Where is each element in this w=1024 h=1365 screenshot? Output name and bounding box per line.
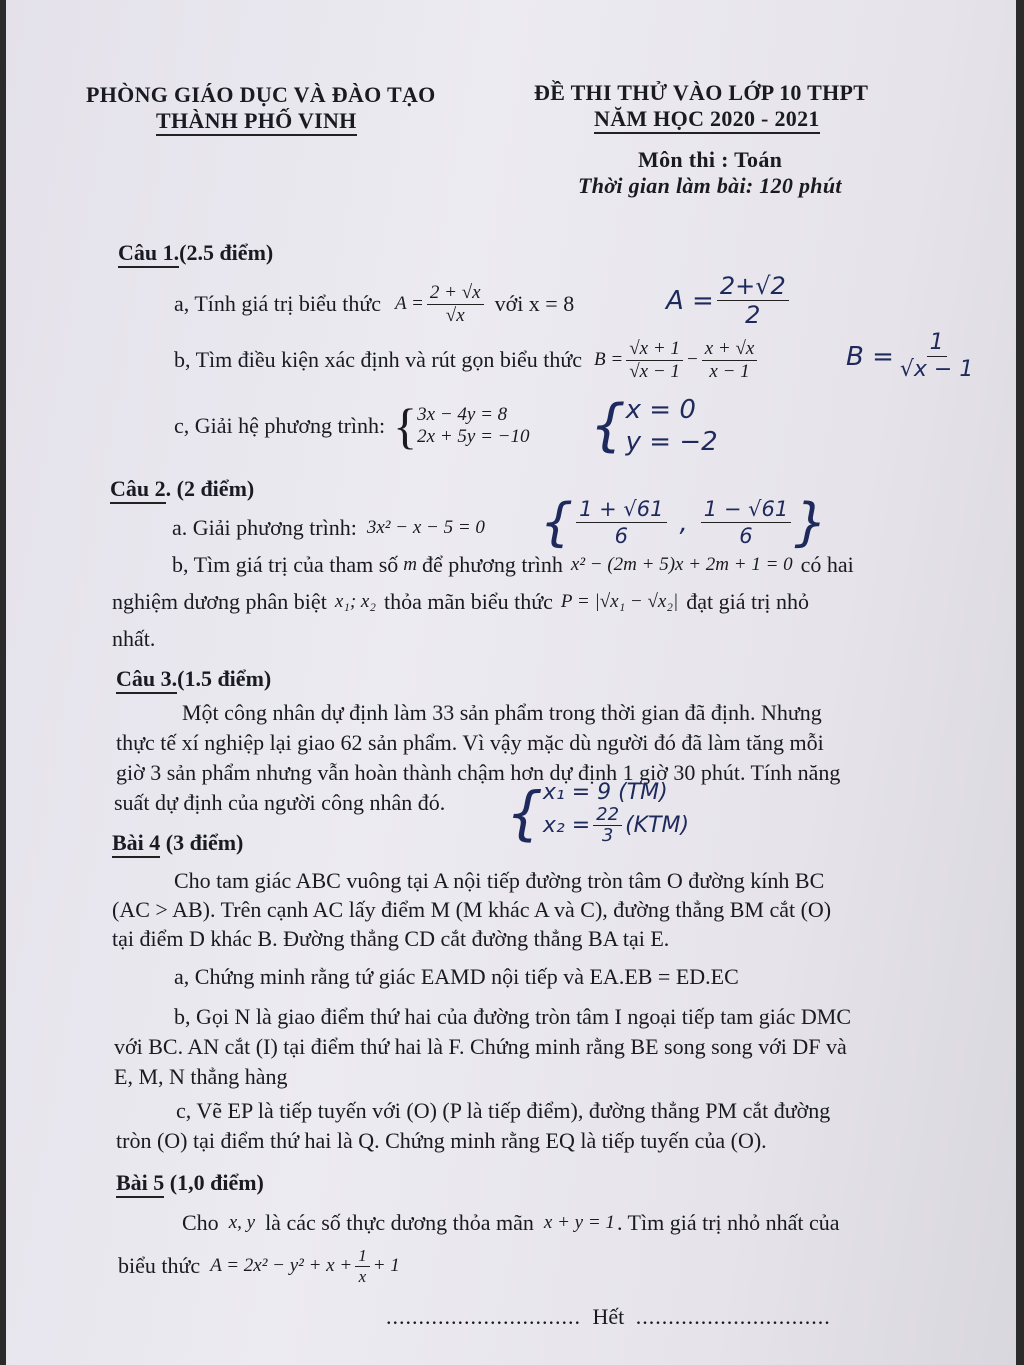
q4-title: Bài 4 bbox=[112, 830, 160, 858]
q2-a-hw-den1: 6 bbox=[614, 524, 628, 548]
q1-b-text: b, Tìm điều kiện xác định và rút gọn biểu thức bbox=[174, 347, 583, 372]
q1-b-lhs: B = bbox=[594, 349, 624, 370]
q4-intro3: tại điểm D khác B. Đường thẳng CD cắt đường thẳng BA tại E. bbox=[112, 926, 670, 951]
header-school-year-text: NĂM HỌC 2020 - 2021 bbox=[594, 106, 820, 134]
q2-b-l1-m: m bbox=[403, 554, 418, 575]
q1-a-hw-den: 2 bbox=[745, 301, 761, 329]
q2-a-hw-num2: 1 − √61 bbox=[701, 496, 791, 523]
q1-c-hw-system bbox=[626, 394, 718, 458]
q1-c-eq1: 3x − 4y = 8 bbox=[417, 404, 508, 425]
q1-a-num: 2 + √x bbox=[427, 282, 484, 305]
q4-heading bbox=[112, 830, 243, 856]
q5-l2-num: 1 bbox=[355, 1246, 370, 1267]
q2-a-hw-fraction1 bbox=[576, 496, 666, 549]
q5-l1-b: là các số thực dương thỏa mãn bbox=[265, 1210, 534, 1235]
q1-b-minus: − bbox=[685, 349, 699, 370]
q1-b-den1: √x − 1 bbox=[629, 360, 680, 382]
q2-a-hw-brace-close-icon: } bbox=[794, 492, 828, 553]
q1-a-hw-num: 2+√2 bbox=[717, 272, 789, 301]
q1-b-den2: x − 1 bbox=[709, 360, 750, 382]
q2-b-l2-a: nghiệm dương phân biệt bbox=[112, 589, 327, 614]
q2-a-hw-num1: 1 + √61 bbox=[576, 496, 666, 523]
q5-line2 bbox=[118, 1240, 400, 1292]
q1-c-hw1: x = 0 bbox=[625, 395, 696, 425]
q5-l2-fraction bbox=[355, 1246, 370, 1287]
exam-paper bbox=[6, 0, 1016, 1365]
q4-points: (3 điểm) bbox=[160, 830, 244, 855]
q2-b-l1-c: có hai bbox=[800, 552, 854, 577]
q1-c-brace-icon: { bbox=[393, 398, 418, 454]
q5-l1-a: Cho bbox=[182, 1210, 219, 1235]
header-exam-title: ĐỀ THI THỬ VÀO LỚP 10 THPT bbox=[534, 80, 869, 105]
q1-c-eq2: 2x + 5y = −10 bbox=[417, 426, 530, 447]
q1-b-hw-num: 1 bbox=[927, 330, 947, 357]
q2-points: . (2 điểm) bbox=[165, 476, 255, 501]
q1-a-text: a, Tính giá trị biểu thức bbox=[174, 291, 382, 316]
q2-a-equation: 3x² − x − 5 = 0 bbox=[366, 517, 485, 538]
q2-b-l2-expr: P = |√x₁ − √x₂| bbox=[560, 591, 679, 612]
q5-l2-lhs: A = 2x² − y² + x + bbox=[210, 1255, 353, 1276]
q3-handwritten-answer bbox=[506, 780, 689, 846]
q2-b-l2-c: đạt giá trị nhỏ bbox=[686, 589, 810, 614]
q4-b1: b, Gọi N là giao điểm thứ hai của đường tròn tâm I ngoại tiếp tam giác DMC bbox=[174, 1004, 852, 1029]
q2-a-text: a. Giải phương trình: bbox=[172, 515, 357, 540]
header-department: PHÒNG GIÁO DỤC VÀ ĐÀO TẠO bbox=[86, 82, 436, 107]
q5-points: (1,0 điểm) bbox=[164, 1170, 264, 1195]
q2-title: Câu 2 bbox=[110, 476, 166, 504]
footer-end: Hết bbox=[592, 1304, 625, 1329]
q1-b-num2: x + √x bbox=[702, 338, 758, 361]
header-city-text: THÀNH PHỐ VINH bbox=[156, 108, 357, 136]
q5-line1 bbox=[182, 1206, 840, 1240]
q1-title: Câu 1. bbox=[118, 240, 179, 268]
q1-heading bbox=[118, 240, 273, 266]
q2-b-l1-a: b, Tìm giá trị của tham số bbox=[172, 552, 399, 577]
q1-a-lhs: A = bbox=[395, 293, 424, 314]
footer-dots-right: .............................. bbox=[635, 1304, 831, 1329]
q4-b3: E, M, N thẳng hàng bbox=[114, 1064, 288, 1089]
q1-b-hw-fraction bbox=[897, 330, 976, 383]
q1-a-handwritten-answer bbox=[666, 272, 792, 329]
q4-c1: c, Vẽ EP là tiếp tuyến với (O) (P là tiếp điểm), đường thẳng PM cắt đường bbox=[176, 1098, 831, 1123]
q1-a-fraction bbox=[427, 282, 484, 327]
q2-a-hw-brace-open-icon: { bbox=[540, 492, 574, 553]
q1-b-hw-lhs: B = bbox=[846, 341, 894, 372]
q1-a-condition: với x = 8 bbox=[494, 291, 575, 316]
q5-l1-vars: x, y bbox=[228, 1212, 256, 1233]
q5-l1-c: . Tìm giá trị nhỏ nhất của bbox=[616, 1210, 840, 1235]
q2-a-hw-den2: 6 bbox=[739, 524, 753, 548]
q3-heading bbox=[116, 666, 271, 692]
q3-hw-brace-icon: { bbox=[506, 779, 543, 847]
q1-b-fraction1 bbox=[626, 338, 683, 383]
q5-title: Bài 5 bbox=[116, 1170, 164, 1198]
q1-b-handwritten-answer bbox=[846, 330, 979, 383]
q3-hw2 bbox=[543, 805, 689, 846]
q1-a bbox=[174, 276, 574, 332]
q2-b-line1 bbox=[172, 548, 854, 582]
q3-hw2-num: 22 bbox=[593, 805, 622, 826]
q3-line2: thực tế xí nghiệp lại giao 62 sản phẩm. Vì vậy mặc dù người đó đã làm tăng mỗi bbox=[116, 730, 824, 755]
q2-b-line2 bbox=[112, 584, 809, 620]
q3-hw2-lhs: x₂ = bbox=[542, 813, 591, 838]
q3-hw1: x₁ = 9 (TM) bbox=[542, 780, 668, 805]
q5-l2-rhs: + 1 bbox=[372, 1255, 400, 1276]
q2-b-l1-eq: x² − (2m + 5)x + 2m + 1 = 0 bbox=[570, 554, 793, 575]
q3-line4: suất dự định của người công nhân đó. bbox=[114, 790, 446, 815]
q1-a-den: √x bbox=[445, 304, 465, 326]
q2-b-line3: nhất. bbox=[112, 626, 156, 651]
q1-c-hw-brace-icon: { bbox=[590, 393, 626, 458]
q2-a-hw-comma: , bbox=[679, 507, 688, 538]
q1-b-num1: √x + 1 bbox=[626, 338, 683, 361]
q2-a-handwritten-answer bbox=[540, 492, 828, 553]
q4-intro1: Cho tam giác ABC vuông tại A nội tiếp đường tròn tâm O đường kính BC bbox=[174, 868, 825, 893]
q2-heading bbox=[110, 476, 254, 502]
q1-c-hw2: y = −2 bbox=[625, 427, 718, 457]
header-time: Thời gian làm bài: 120 phút bbox=[578, 173, 842, 198]
q1-b-hw-den: √x − 1 bbox=[899, 357, 974, 382]
q1-a-hw-fraction bbox=[717, 272, 789, 329]
q2-b-l2-vars: x₁; x₂ bbox=[334, 591, 376, 612]
q2-a-hw-fraction2 bbox=[701, 496, 791, 549]
q5-heading bbox=[116, 1170, 264, 1196]
q1-c-system bbox=[417, 404, 529, 448]
q2-a bbox=[172, 508, 485, 548]
q2-b-l2-b: thỏa mãn biểu thức bbox=[383, 589, 553, 614]
q4-intro2: (AC > AB). Trên cạnh AC lấy điểm M (M khác A và C), đường thẳng BM cắt (O) bbox=[112, 897, 832, 922]
q1-a-hw-lhs: A = bbox=[666, 285, 714, 316]
q1-c-handwritten-answer bbox=[590, 394, 718, 458]
q3-hw2-fraction bbox=[593, 805, 622, 846]
q1-b bbox=[174, 332, 760, 388]
q3-line1: Một công nhân dự định làm 33 sản phẩm trong thời gian đã định. Nhưng bbox=[182, 700, 822, 725]
q3-points: (1.5 điểm) bbox=[177, 666, 272, 691]
footer bbox=[386, 1304, 831, 1330]
q1-b-fraction2 bbox=[702, 338, 758, 383]
q3-hw2-den: 3 bbox=[601, 825, 614, 846]
q2-b-l1-b: để phương trình bbox=[422, 552, 563, 577]
header-subject: Môn thi : Toán bbox=[638, 147, 783, 172]
q5-l2-a: biểu thức bbox=[118, 1253, 201, 1278]
header-school-year bbox=[594, 106, 820, 132]
q3-title: Câu 3. bbox=[116, 666, 177, 694]
q1-points: (2.5 điểm) bbox=[179, 240, 274, 265]
q3-line3: giờ 3 sản phẩm nhưng vẫn hoàn thành chậm hơn dự định 1 giờ 30 phút. Tính năng bbox=[116, 760, 841, 785]
q4-c2: tròn (O) tại điểm thứ hai là Q. Chứng minh rằng EQ là tiếp tuyến của (O). bbox=[116, 1128, 767, 1153]
q4-a: a, Chứng minh rằng tứ giác EAMD nội tiếp và EA.EB = ED.EC bbox=[174, 964, 739, 989]
q3-hw-system bbox=[543, 780, 689, 846]
q1-c-text: c, Giải hệ phương trình: bbox=[174, 413, 386, 438]
q1-c bbox=[174, 396, 529, 456]
footer-dots-left: .............................. bbox=[386, 1304, 581, 1329]
q4-b2: với BC. AN cắt (I) tại điểm thứ hai là F. Chứng minh rằng BE song song với DF và bbox=[114, 1034, 847, 1059]
q5-l2-den: x bbox=[358, 1266, 367, 1286]
q3-hw2-note: (KTM) bbox=[625, 813, 690, 838]
q5-l1-cond: x + y = 1 bbox=[543, 1212, 615, 1233]
header-city bbox=[156, 108, 357, 134]
